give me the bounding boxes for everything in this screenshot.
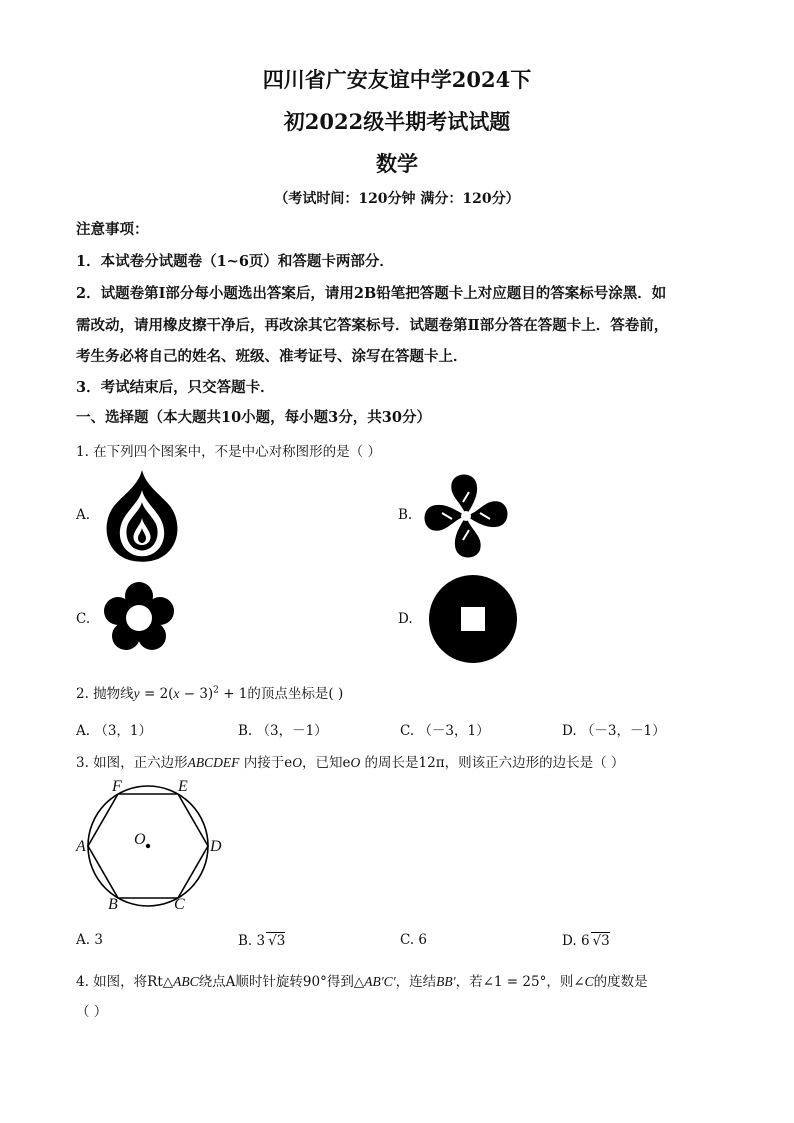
q2-option-d: D. （－3，－1） <box>562 723 666 739</box>
q1-option-b-label: B. <box>398 507 413 523</box>
note-item-1: 1．本试卷分试题卷（1~6页）和答题卡两部分． <box>76 253 394 270</box>
q3-option-d: D. 6 √3 <box>562 933 610 949</box>
q3-option-c: C. 6 <box>400 932 428 948</box>
hex-vertex-b-label: B <box>108 896 118 913</box>
hex-vertex-d-label: D <box>210 838 222 855</box>
q2-option-c: C. （－3，1） <box>400 723 490 739</box>
q1-option-d-label: D. <box>398 611 413 627</box>
exam-info: （考试时间：120分钟 满分：120分） <box>274 191 520 207</box>
exam-title: 初2022级半期考试试题 <box>283 109 511 134</box>
q1-option-c-label: C. <box>76 611 91 627</box>
subject-title: 数学 <box>376 151 418 176</box>
school-title: 四川省广安友谊中学2024下 <box>262 67 532 92</box>
q4-stem-line2: （ ） <box>76 1004 108 1020</box>
q1-stem: 1. 在下列四个图案中，不是中心对称图形的是（ ） <box>76 444 381 460</box>
q2-option-b: B. （3，－1） <box>238 723 328 739</box>
flame-icon <box>100 468 184 564</box>
q2-option-a: A. （3，1） <box>76 723 153 739</box>
q3-option-b: B. 3 √3 <box>238 933 286 949</box>
coin-icon <box>428 574 518 664</box>
flower-icon <box>102 580 176 656</box>
note-item-2-line1: 2．试题卷第Ⅰ部分每小题选出答案后，请用2B铅笔把答题卡上对应题目的答案标号涂黑．如 <box>76 285 667 302</box>
note-item-2-line2: 需改动，请用橡皮擦干净后，再改涂其它答案标号．试题卷第Ⅱ部分答在答题卡上．答卷前， <box>76 317 669 334</box>
hex-vertex-e-label: E <box>178 778 188 795</box>
hex-vertex-a-label: A <box>76 838 86 855</box>
hex-vertex-c-label: C <box>174 896 185 913</box>
note-item-3: 3．考试结束后，只交答题卡． <box>76 379 275 396</box>
section-1-heading: 一、选择题（本大题共10小题，每小题3分，共30分） <box>76 409 431 426</box>
q3-option-a: A. 3 <box>76 932 103 948</box>
note-item-2-line3: 考生务必将自己的姓名、班级、准考证号、涂写在答题卡上． <box>76 348 468 365</box>
q2-stem: 2. 抛物线$y = 2(x - 3)^2 + 1$的顶点坐标是( ) <box>76 685 344 702</box>
q1-option-a-label: A. <box>76 507 91 523</box>
four-petal-icon <box>420 470 512 562</box>
q4-stem: 4. 如图，将Rt△ABC绕点A顺时针旋转90°得到△AB′C′，连结BB′，若∠1 = 25°，则∠C的度数是 <box>76 974 648 990</box>
notes-heading: 注意事项： <box>76 221 149 238</box>
hex-vertex-f-label: F <box>112 778 122 795</box>
q3-stem: 3. 如图，正六边形ABCDEF 内接于eO，已知eO 的周长是12π，则该正六边形的边长是（ ） <box>76 755 625 771</box>
hex-center-o-label: O <box>134 831 146 848</box>
